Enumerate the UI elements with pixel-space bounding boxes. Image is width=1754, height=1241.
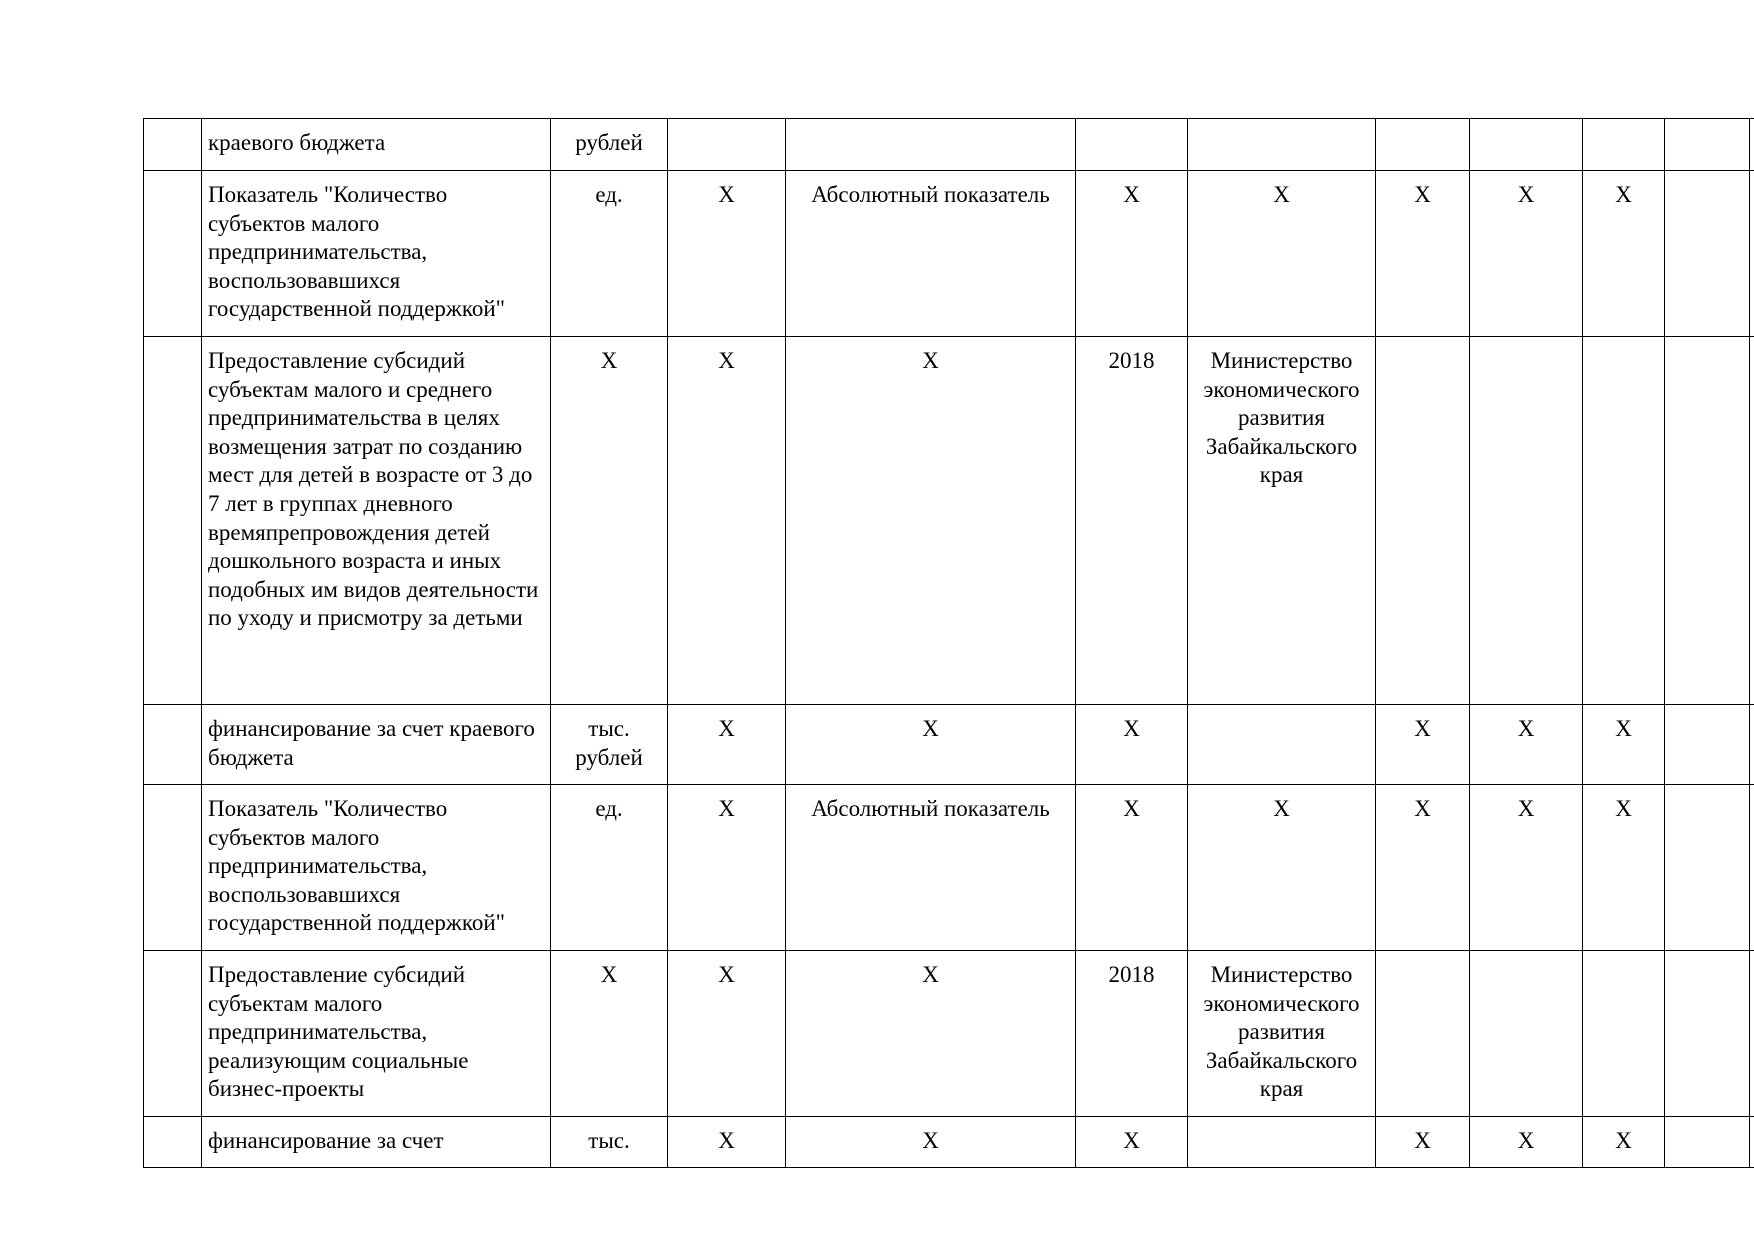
cell-type: Абсолютный показатель	[786, 785, 1076, 951]
cell-overflow	[1750, 951, 1754, 1117]
cell-col10	[1665, 951, 1750, 1117]
cell-name: Показатель "Количество субъектов малого предпринимательства, воспользовавшихся государственной поддержкой"	[202, 785, 551, 951]
cell-number	[144, 1117, 202, 1168]
table-row	[144, 337, 1754, 705]
cell-col3	[668, 119, 786, 171]
cell-name: финансирование за счет	[202, 1117, 551, 1168]
cell-unit: тыс.	[551, 1117, 668, 1168]
cell-col8: X	[1470, 785, 1583, 951]
cell-overflow	[1750, 119, 1754, 171]
cell-col3: X	[668, 951, 786, 1117]
cell-type: X	[786, 705, 1076, 785]
cell-col9	[1583, 119, 1665, 171]
cell-executor: Министерство экономического развития Забайкальского края	[1188, 337, 1376, 705]
cell-col7	[1376, 119, 1470, 171]
cell-overflow	[1750, 171, 1754, 337]
cell-overflow	[1750, 705, 1754, 785]
cell-type: X	[786, 951, 1076, 1117]
cell-col9: X	[1583, 171, 1665, 337]
table-row	[144, 951, 1754, 1117]
cell-col10	[1665, 119, 1750, 171]
cell-name: Показатель "Количество субъектов малого предпринимательства, воспользовавшихся государственной поддержкой"	[202, 171, 551, 337]
cell-type: X	[786, 1117, 1076, 1168]
cell-overflow	[1750, 785, 1754, 951]
cell-year: X	[1076, 705, 1188, 785]
table-row	[144, 705, 1754, 785]
cell-col8	[1470, 951, 1583, 1117]
cell-type: Абсолютный показатель	[786, 171, 1076, 337]
cell-executor: X	[1188, 785, 1376, 951]
cell-unit: ед.	[551, 171, 668, 337]
cell-executor	[1188, 705, 1376, 785]
cell-overflow	[1750, 337, 1754, 705]
cell-col8: X	[1470, 1117, 1583, 1168]
cell-col7: X	[1376, 705, 1470, 785]
table-row	[144, 785, 1754, 951]
cell-name: финансирование за счет краевого бюджета	[202, 705, 551, 785]
cell-year	[1076, 119, 1188, 171]
cell-overflow	[1750, 1117, 1754, 1168]
cell-year: X	[1076, 1117, 1188, 1168]
cell-col8: X	[1470, 171, 1583, 337]
cell-col7: X	[1376, 171, 1470, 337]
cell-col3: X	[668, 705, 786, 785]
cell-col7	[1376, 337, 1470, 705]
cell-col3: X	[668, 337, 786, 705]
cell-col9: X	[1583, 785, 1665, 951]
cell-number	[144, 951, 202, 1117]
table-row	[144, 1117, 1754, 1168]
program-table	[143, 118, 1754, 1168]
cell-unit: X	[551, 951, 668, 1117]
cell-unit: X	[551, 337, 668, 705]
cell-executor: X	[1188, 171, 1376, 337]
cell-col9	[1583, 337, 1665, 705]
cell-executor: Министерство экономического развития Забайкальского края	[1188, 951, 1376, 1117]
table-row	[144, 119, 1754, 171]
cell-type	[786, 119, 1076, 171]
cell-col3: X	[668, 171, 786, 337]
cell-executor	[1188, 119, 1376, 171]
cell-col7: X	[1376, 1117, 1470, 1168]
cell-col10	[1665, 1117, 1750, 1168]
cell-year: X	[1076, 171, 1188, 337]
cell-col10	[1665, 337, 1750, 705]
cell-col9: X	[1583, 705, 1665, 785]
cell-col8: X	[1470, 705, 1583, 785]
cell-col3: X	[668, 1117, 786, 1168]
cell-number	[144, 705, 202, 785]
cell-col10	[1665, 171, 1750, 337]
cell-year: 2018	[1076, 337, 1188, 705]
cell-number	[144, 785, 202, 951]
cell-name: Предоставление субсидий субъектам малого и среднего предпринимательства в целях возмещения затрат по созданию мест для детей в возрасте от 3 до 7 лет в группах дневного времяпрепровождения детей дошкольного возраста и иных подобных им видов деятельности по уходу и присмотру за детьми	[202, 337, 551, 705]
cell-col8	[1470, 119, 1583, 171]
cell-number	[144, 337, 202, 705]
cell-unit: рублей	[551, 119, 668, 171]
cell-name: краевого бюджета	[202, 119, 551, 171]
table-row	[144, 171, 1754, 337]
cell-col9: X	[1583, 1117, 1665, 1168]
cell-col10	[1665, 785, 1750, 951]
cell-year: X	[1076, 785, 1188, 951]
cell-col3: X	[668, 785, 786, 951]
cell-number	[144, 119, 202, 171]
cell-col7: X	[1376, 785, 1470, 951]
cell-type: X	[786, 337, 1076, 705]
cell-year: 2018	[1076, 951, 1188, 1117]
cell-unit: ед.	[551, 785, 668, 951]
cell-col7	[1376, 951, 1470, 1117]
cell-col10	[1665, 705, 1750, 785]
cell-number	[144, 171, 202, 337]
cell-unit: тыс. рублей	[551, 705, 668, 785]
cell-col8	[1470, 337, 1583, 705]
cell-col9	[1583, 951, 1665, 1117]
cell-executor	[1188, 1117, 1376, 1168]
cell-name: Предоставление субсидий субъектам малого предпринимательства, реализующим социальные бизнес-проекты	[202, 951, 551, 1117]
